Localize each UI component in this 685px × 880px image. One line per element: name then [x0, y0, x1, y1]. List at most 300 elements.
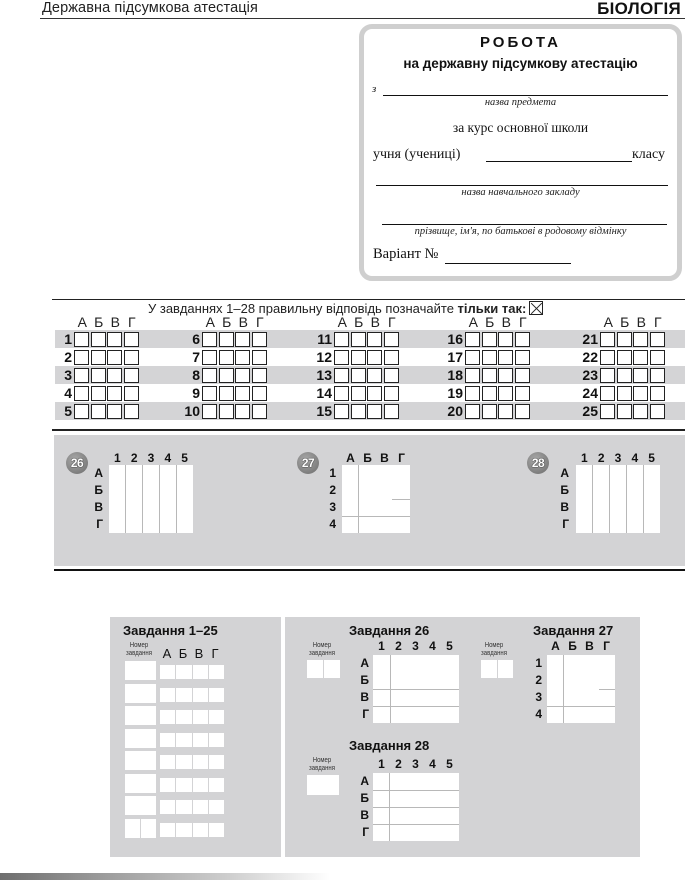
row-label: 1 [329, 466, 336, 480]
correction-answer-box[interactable] [176, 688, 191, 702]
answer-checkbox-16-А[interactable] [465, 332, 480, 347]
row-label: А [360, 656, 369, 670]
answer-checkbox-9-А[interactable] [202, 386, 217, 401]
answer-checkbox-7-Г[interactable] [252, 350, 267, 365]
question-row-12 [310, 349, 400, 365]
column-label: А [551, 639, 560, 653]
question-row-11 [310, 331, 400, 347]
answer-checkbox-8-В[interactable] [235, 368, 250, 383]
answer-checkbox-12-В[interactable] [367, 350, 382, 365]
answer-checkbox-24-Г[interactable] [650, 386, 665, 401]
option-label: В [238, 314, 248, 330]
answer-checkbox-4-В[interactable] [107, 386, 122, 401]
task-number-box-28[interactable] [307, 775, 339, 795]
answer-checkbox-15-А[interactable] [334, 404, 349, 419]
answer-checkbox-14-Б[interactable] [351, 386, 366, 401]
question-number: 13 [316, 367, 332, 383]
answer-checkbox-22-А[interactable] [600, 350, 615, 365]
answer-checkbox-18-Г[interactable] [515, 368, 530, 383]
answer-checkbox-14-В[interactable] [367, 386, 382, 401]
panel-27-grid[interactable] [547, 655, 615, 723]
answer-checkbox-6-Б[interactable] [219, 332, 234, 347]
row-label: 2 [329, 483, 336, 497]
question-row-1 [50, 331, 140, 347]
answer-checkbox-3-Г[interactable] [124, 368, 139, 383]
school-field[interactable] [376, 185, 668, 186]
row-label: А [94, 466, 103, 480]
column-label: 5 [446, 639, 453, 653]
answer-checkbox-14-А[interactable] [334, 386, 349, 401]
row-label: Г [96, 517, 103, 531]
answer-checkbox-21-Г[interactable] [650, 332, 665, 347]
options-header [600, 314, 666, 330]
answer-checkbox-11-Г[interactable] [384, 332, 399, 347]
question-row-16 [441, 331, 531, 347]
task-number-box-b[interactable] [141, 819, 156, 838]
name-caption: прізвище, ім'я, по батькові в родовому відмінку [414, 226, 627, 237]
question-row-13 [310, 367, 400, 383]
option-label: В [636, 314, 646, 330]
question-number: 24 [582, 385, 598, 401]
task-27-column-labels [342, 451, 410, 465]
answer-checkbox-19-А[interactable] [465, 386, 480, 401]
answer-checkbox-8-Г[interactable] [252, 368, 267, 383]
option-label: Б [222, 314, 232, 330]
correction-answer-box[interactable] [160, 665, 175, 679]
question-row-18 [441, 367, 531, 383]
answer-checkbox-18-Б[interactable] [482, 368, 497, 383]
answer-checkbox-5-В[interactable] [107, 404, 122, 419]
correction-answer-box[interactable] [176, 823, 191, 837]
column-label: 1 [581, 451, 588, 465]
answer-checkbox-19-Г[interactable] [515, 386, 530, 401]
row-label: 2 [535, 673, 542, 687]
panel-title-1-25: Завдання 1–25 [123, 623, 218, 638]
answer-checkbox-6-А[interactable] [202, 332, 217, 347]
answer-checkbox-1-В[interactable] [107, 332, 122, 347]
options-header [202, 314, 268, 330]
column-label: В [585, 639, 594, 653]
task-number-box[interactable] [125, 706, 156, 725]
question-row-8 [178, 367, 268, 383]
row-label: 4 [329, 517, 336, 531]
number-label-26: Номер завдання [309, 640, 335, 657]
answer-checkbox-2-Г[interactable] [124, 350, 139, 365]
task-number-box-a[interactable] [125, 819, 140, 838]
task-27-answer-grid[interactable] [342, 465, 410, 533]
options-header [74, 314, 140, 330]
option-label: А [337, 314, 347, 330]
answer-checkbox-24-А[interactable] [600, 386, 615, 401]
matching-section [54, 435, 685, 566]
task-26-answer-grid[interactable] [109, 465, 193, 533]
panel-28-grid[interactable] [373, 773, 459, 841]
answer-checkbox-14-Г[interactable] [384, 386, 399, 401]
question-number: 5 [64, 403, 72, 419]
task-number-box[interactable] [125, 729, 156, 748]
subject-caption: назва предмета [484, 97, 557, 108]
answer-checkbox-23-Б[interactable] [617, 368, 632, 383]
answer-checkbox-13-Б[interactable] [351, 368, 366, 383]
answer-checkbox-11-В[interactable] [367, 332, 382, 347]
question-number: 2 [64, 349, 72, 365]
column-label: 1 [378, 639, 385, 653]
correction-answer-box[interactable] [160, 823, 175, 837]
question-row-10 [178, 403, 268, 419]
answer-checkbox-16-В[interactable] [498, 332, 513, 347]
answer-checkbox-6-Г[interactable] [252, 332, 267, 347]
panel-1-25-column-labels [159, 646, 223, 661]
answer-checkbox-20-А[interactable] [465, 404, 480, 419]
question-row-4 [50, 385, 140, 401]
answer-checkbox-17-Б[interactable] [482, 350, 497, 365]
correction-answer-box[interactable] [193, 778, 208, 792]
answer-checkbox-1-Б[interactable] [91, 332, 106, 347]
task-number-box[interactable] [125, 751, 156, 770]
answer-checkbox-7-Б[interactable] [219, 350, 234, 365]
question-row-24 [576, 385, 666, 401]
correction-answer-box[interactable] [193, 665, 208, 679]
question-number: 17 [447, 349, 463, 365]
corrections-panel-1-25 [110, 617, 281, 857]
panel-26-grid[interactable] [373, 655, 459, 723]
column-label: 2 [130, 451, 138, 465]
column-label: 3 [412, 639, 419, 653]
answer-checkbox-5-А[interactable] [74, 404, 89, 419]
column-label: А [162, 646, 172, 661]
answer-checkbox-4-А[interactable] [74, 386, 89, 401]
task-number-box-26b[interactable] [324, 660, 340, 678]
answer-checkbox-15-Г[interactable] [384, 404, 399, 419]
answer-checkbox-17-А[interactable] [465, 350, 480, 365]
question-row-3 [50, 367, 140, 383]
answer-checkbox-5-Б[interactable] [91, 404, 106, 419]
answer-checkbox-8-А[interactable] [202, 368, 217, 383]
class-field[interactable] [486, 161, 632, 162]
correction-answer-box[interactable] [176, 733, 191, 747]
school-caption: назва навчального закладу [461, 187, 580, 198]
correction-answer-box[interactable] [209, 800, 224, 814]
correction-answer-box[interactable] [209, 665, 224, 679]
row-label: 1 [535, 656, 542, 670]
correction-answer-box[interactable] [193, 710, 208, 724]
options-header [334, 314, 400, 330]
answer-checkbox-10-Г[interactable] [252, 404, 267, 419]
question-number: 20 [447, 403, 463, 419]
question-row-14 [310, 385, 400, 401]
answer-checkbox-9-В[interactable] [235, 386, 250, 401]
option-label: Г [518, 314, 527, 330]
answer-checkbox-21-В[interactable] [633, 332, 648, 347]
header-divider [40, 18, 685, 19]
option-label: Б [620, 314, 630, 330]
answer-checkbox-18-А[interactable] [465, 368, 480, 383]
column-label: Б [178, 646, 188, 661]
answer-checkbox-16-Б[interactable] [482, 332, 497, 347]
answer-checkbox-11-А[interactable] [334, 332, 349, 347]
question-row-5 [50, 403, 140, 419]
answer-checkbox-13-А[interactable] [334, 368, 349, 383]
option-label: В [370, 314, 380, 330]
question-row-25 [576, 403, 666, 419]
subject-prefix: з [372, 83, 377, 95]
question-row-19 [441, 385, 531, 401]
task-number-box-27b[interactable] [498, 660, 513, 678]
answer-checkbox-21-А[interactable] [600, 332, 615, 347]
column-label: 1 [114, 451, 121, 465]
column-label: Г [211, 646, 219, 661]
answer-checkbox-7-А[interactable] [202, 350, 217, 365]
answer-checkbox-22-В[interactable] [633, 350, 648, 365]
card-title: РОБОТА [480, 34, 561, 51]
column-label: 5 [446, 757, 453, 771]
answer-checkbox-2-А[interactable] [74, 350, 89, 365]
panel-28-column-labels [373, 757, 458, 771]
correction-answer-box[interactable] [160, 755, 175, 769]
correction-answer-box[interactable] [193, 755, 208, 769]
task-badge-26: 26 [66, 452, 88, 474]
row-label: В [560, 500, 569, 514]
question-row-15 [310, 403, 400, 419]
row-label: В [360, 690, 369, 704]
correction-answer-box[interactable] [176, 778, 191, 792]
number-label-28: Номер завдання [309, 755, 335, 772]
answer-checkbox-16-Г[interactable] [515, 332, 530, 347]
instruction-bold: тільки так: [457, 301, 527, 316]
question-number: 3 [64, 367, 72, 383]
answer-checkbox-13-Г[interactable] [384, 368, 399, 383]
task-number-box-27a[interactable] [481, 660, 497, 678]
task-number-box[interactable] [125, 774, 156, 793]
answer-checkbox-10-В[interactable] [235, 404, 250, 419]
column-label: 2 [395, 639, 402, 653]
question-number: 1 [64, 331, 72, 347]
answer-checkbox-2-Б[interactable] [91, 350, 106, 365]
answer-checkbox-10-А[interactable] [202, 404, 217, 419]
question-number: 25 [582, 403, 598, 419]
row-label: Г [362, 707, 369, 721]
correction-answer-box[interactable] [160, 778, 175, 792]
option-label: А [603, 314, 613, 330]
correction-answer-box[interactable] [160, 733, 175, 747]
answer-checkbox-20-Б[interactable] [482, 404, 497, 419]
corrections-panel-26-28 [285, 617, 640, 857]
answer-checkbox-22-Г[interactable] [650, 350, 665, 365]
answer-checkbox-3-А[interactable] [74, 368, 89, 383]
student-label: учня (учениці) [373, 147, 461, 162]
answer-checkbox-10-Б[interactable] [219, 404, 234, 419]
sample-cross-icon [529, 301, 543, 315]
answer-checkbox-13-В[interactable] [367, 368, 382, 383]
answer-checkbox-3-Б[interactable] [91, 368, 106, 383]
question-number: 23 [582, 367, 598, 383]
answer-checkbox-1-Г[interactable] [124, 332, 139, 347]
column-label: 1 [378, 757, 385, 771]
correction-answer-box[interactable] [193, 733, 208, 747]
answer-checkbox-25-А[interactable] [600, 404, 615, 419]
column-label: Г [603, 639, 610, 653]
correction-answer-box[interactable] [209, 823, 224, 837]
answer-checkbox-20-В[interactable] [498, 404, 513, 419]
answer-checkbox-19-Б[interactable] [482, 386, 497, 401]
answer-checkbox-4-Г[interactable] [124, 386, 139, 401]
correction-answer-box[interactable] [160, 688, 175, 702]
column-label: 5 [181, 451, 188, 465]
answer-checkbox-5-Г[interactable] [124, 404, 139, 419]
answer-checkbox-11-Б[interactable] [351, 332, 366, 347]
answer-checkbox-25-В[interactable] [633, 404, 648, 419]
variant-label: Варіант № [373, 246, 439, 262]
row-label: Г [362, 825, 369, 839]
option-label: Г [387, 314, 396, 330]
question-number: 12 [316, 349, 332, 365]
question-row-23 [576, 367, 666, 383]
row-label: Б [360, 673, 369, 687]
correction-answer-box[interactable] [176, 710, 191, 724]
question-number: 14 [316, 385, 332, 401]
answer-checkbox-24-Б[interactable] [617, 386, 632, 401]
answer-checkbox-1-А[interactable] [74, 332, 89, 347]
answer-checkbox-9-Б[interactable] [219, 386, 234, 401]
correction-answer-box[interactable] [193, 800, 208, 814]
question-row-22 [576, 349, 666, 365]
answer-checkbox-12-Б[interactable] [351, 350, 366, 365]
question-row-6 [178, 331, 268, 347]
column-label: 3 [412, 757, 419, 771]
question-row-20 [441, 403, 531, 419]
row-label: 4 [535, 707, 542, 721]
question-number: 16 [447, 331, 463, 347]
question-number: 10 [184, 403, 200, 419]
correction-answer-box[interactable] [209, 710, 224, 724]
row-label: В [94, 500, 103, 514]
instruction-text: У завданнях 1–28 правильну відповідь позначайте [148, 301, 458, 316]
option-label: А [205, 314, 215, 330]
class-label: класу [632, 147, 666, 162]
answer-checkbox-7-В[interactable] [235, 350, 250, 365]
option-label: Г [255, 314, 264, 330]
answer-checkbox-6-В[interactable] [235, 332, 250, 347]
row-label: А [560, 466, 569, 480]
answer-checkbox-22-Б[interactable] [617, 350, 632, 365]
answer-checkbox-19-В[interactable] [498, 386, 513, 401]
answer-checkbox-24-В[interactable] [633, 386, 648, 401]
row-label: В [360, 808, 369, 822]
correction-answer-box[interactable] [160, 710, 175, 724]
title-card [359, 24, 682, 281]
answer-checkbox-8-Б[interactable] [219, 368, 234, 383]
answer-checkbox-21-Б[interactable] [617, 332, 632, 347]
question-number: 18 [447, 367, 463, 383]
answer-checkbox-20-Г[interactable] [515, 404, 530, 419]
row-label: Б [94, 483, 103, 497]
answer-checkbox-15-В[interactable] [367, 404, 382, 419]
answer-checkbox-15-Б[interactable] [351, 404, 366, 419]
correction-answer-box[interactable] [160, 800, 175, 814]
question-number: 4 [64, 385, 72, 401]
correction-answer-box[interactable] [209, 778, 224, 792]
answer-checkbox-25-Г[interactable] [650, 404, 665, 419]
section-divider-bottom [52, 429, 685, 431]
answer-checkbox-4-Б[interactable] [91, 386, 106, 401]
panel-27-column-labels [547, 639, 615, 653]
answer-checkbox-2-В[interactable] [107, 350, 122, 365]
answer-checkbox-17-Г[interactable] [515, 350, 530, 365]
question-number: 9 [192, 385, 200, 401]
header-exam-title: Державна підсумкова атестація [42, 0, 258, 16]
question-row-9 [178, 385, 268, 401]
number-label-27: Номер завдання [481, 640, 507, 657]
task-number-box-26a[interactable] [307, 660, 323, 678]
answer-checkbox-23-Г[interactable] [650, 368, 665, 383]
option-label: Г [653, 314, 662, 330]
answer-checkbox-23-А[interactable] [600, 368, 615, 383]
row-label: Г [562, 517, 569, 531]
answer-checkbox-17-В[interactable] [498, 350, 513, 365]
question-number: 21 [582, 331, 598, 347]
variant-field[interactable] [445, 263, 571, 264]
task-number-box[interactable] [125, 661, 156, 680]
correction-answer-box[interactable] [176, 800, 191, 814]
answer-checkbox-3-В[interactable] [107, 368, 122, 383]
correction-answer-box[interactable] [209, 733, 224, 747]
task-badge-28: 28 [527, 452, 549, 474]
question-row-7 [178, 349, 268, 365]
subject-field[interactable] [383, 95, 668, 96]
header-subject: БІОЛОГІЯ [597, 0, 681, 18]
panel-title-28: Завдання 28 [349, 738, 430, 753]
column-label: Б [568, 639, 577, 653]
question-number: 19 [447, 385, 463, 401]
option-label: А [468, 314, 478, 330]
correction-answer-box[interactable] [193, 823, 208, 837]
task-number-box[interactable] [125, 684, 156, 703]
column-label: 5 [648, 451, 655, 465]
correction-answer-box[interactable] [176, 755, 191, 769]
task-28-column-labels [576, 451, 660, 465]
answer-checkbox-12-Г[interactable] [384, 350, 399, 365]
column-label: 2 [395, 757, 402, 771]
correction-answer-box[interactable] [209, 755, 224, 769]
column-label: 3 [147, 451, 155, 465]
question-row-17 [441, 349, 531, 365]
row-label: Б [360, 791, 369, 805]
panel-title-27: Завдання 27 [533, 623, 614, 638]
column-label: 4 [429, 639, 436, 653]
column-label: А [346, 451, 355, 465]
task-number-box[interactable] [125, 796, 156, 815]
answer-checkbox-9-Г[interactable] [252, 386, 267, 401]
answer-checkbox-18-В[interactable] [498, 368, 513, 383]
correction-answer-box[interactable] [193, 688, 208, 702]
task-26-column-labels [109, 451, 193, 465]
row-label: 3 [535, 690, 542, 704]
question-number: 7 [192, 349, 200, 365]
options-header [465, 314, 531, 330]
correction-answer-box[interactable] [176, 665, 191, 679]
number-label-1-25: Номер завдання [126, 640, 152, 657]
answer-checkbox-23-В[interactable] [633, 368, 648, 383]
answer-checkbox-12-А[interactable] [334, 350, 349, 365]
question-number: 6 [192, 331, 200, 347]
answer-checkbox-25-Б[interactable] [617, 404, 632, 419]
name-field[interactable] [382, 224, 667, 225]
correction-answer-box[interactable] [209, 688, 224, 702]
task-28-answer-grid[interactable] [576, 465, 660, 533]
option-label: Г [127, 314, 136, 330]
question-row-2 [50, 349, 140, 365]
column-label: 2 [597, 451, 605, 465]
